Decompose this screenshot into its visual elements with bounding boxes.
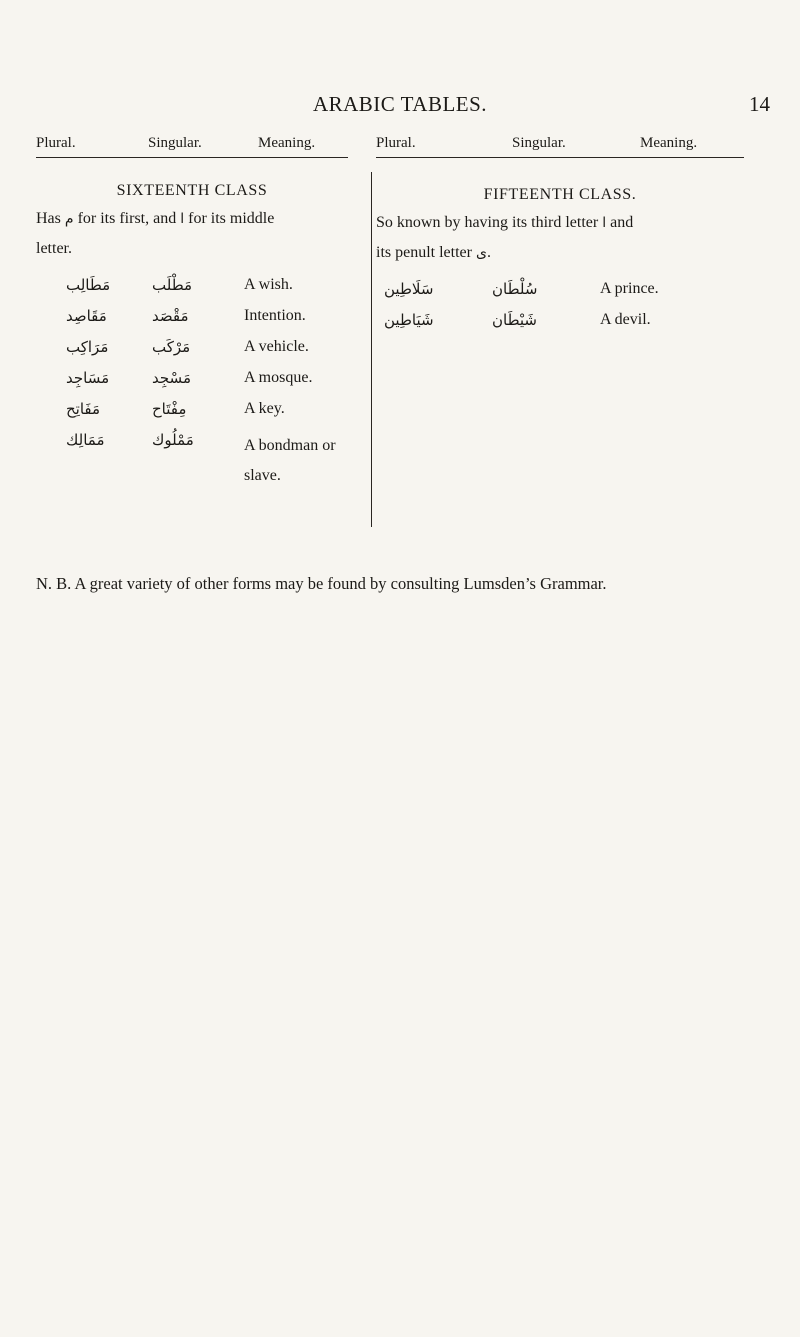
meaning-text: A key.	[244, 400, 285, 417]
meaning-text: A prince.	[600, 280, 659, 297]
header-meaning: Meaning.	[640, 135, 698, 151]
plural-word: مَطَالِب	[66, 276, 111, 294]
meaning-text: A bondman or slave.	[244, 437, 336, 484]
column-divider	[371, 172, 372, 527]
header-plural: Plural.	[36, 135, 76, 151]
footnote: N. B. A great variety of other forms may be found by consulting Lumsden’s Grammar.	[36, 574, 607, 593]
singular-word: مِفْتَاح	[152, 400, 187, 418]
column-headers-right	[376, 135, 744, 157]
word-table-left	[36, 272, 348, 487]
meaning-text: A wish.	[244, 276, 293, 293]
table-row	[36, 396, 348, 427]
header-rule	[36, 157, 348, 158]
meaning-text: A mosque.	[244, 369, 313, 386]
singular-word: مَطْلَب	[152, 276, 193, 294]
header-rule	[376, 157, 744, 158]
header-singular: Singular.	[512, 135, 566, 151]
singular-word: مَقْصَد	[152, 307, 189, 325]
class-heading-sixteenth: SIXTEENTH CLASS	[116, 182, 268, 199]
plural-word: مَمَالِك	[66, 431, 105, 449]
meaning-text: A vehicle.	[244, 338, 309, 355]
header-plural: Plural.	[376, 135, 416, 151]
class-description: So known by having its third letter ا and its penult letter ى.	[376, 214, 634, 261]
singular-word: شَيْطَان	[492, 311, 537, 329]
singular-word: مَرْكَب	[152, 338, 191, 356]
class-description: Has م for its first, and ا for its middle letter.	[36, 210, 275, 257]
plural-word: شَيَاطِين	[384, 311, 434, 329]
table-row	[36, 427, 348, 487]
class-heading-fifteenth: FIFTEENTH CLASS.	[483, 186, 637, 203]
table-row	[36, 303, 348, 334]
left-column	[36, 135, 348, 487]
plural-word: مَفَاتِح	[66, 400, 101, 418]
plural-word: مَسَاجِد	[66, 369, 110, 387]
column-headers-left	[36, 135, 348, 157]
table-row	[36, 272, 348, 303]
right-column	[376, 135, 744, 338]
plural-word: مَرَاكِب	[66, 338, 109, 356]
plural-word: سَلَاطِين	[384, 280, 434, 298]
table-row	[376, 307, 744, 338]
table-row	[376, 276, 744, 307]
page-number: 14	[749, 92, 770, 116]
word-table-right	[376, 276, 744, 338]
header-meaning: Meaning.	[258, 135, 316, 151]
singular-word: مَسْجِد	[152, 369, 191, 387]
page-title: ARABIC TABLES.	[312, 92, 488, 116]
table-row	[36, 365, 348, 396]
singular-word: سُلْطَان	[492, 280, 538, 298]
table-row	[36, 334, 348, 365]
running-head	[0, 92, 800, 122]
singular-word: مَمْلُوك	[152, 431, 194, 449]
meaning-text: A devil.	[600, 311, 651, 328]
header-singular: Singular.	[148, 135, 202, 151]
meaning-text: Intention.	[244, 307, 306, 324]
plural-word: مَقَاصِد	[66, 307, 107, 325]
